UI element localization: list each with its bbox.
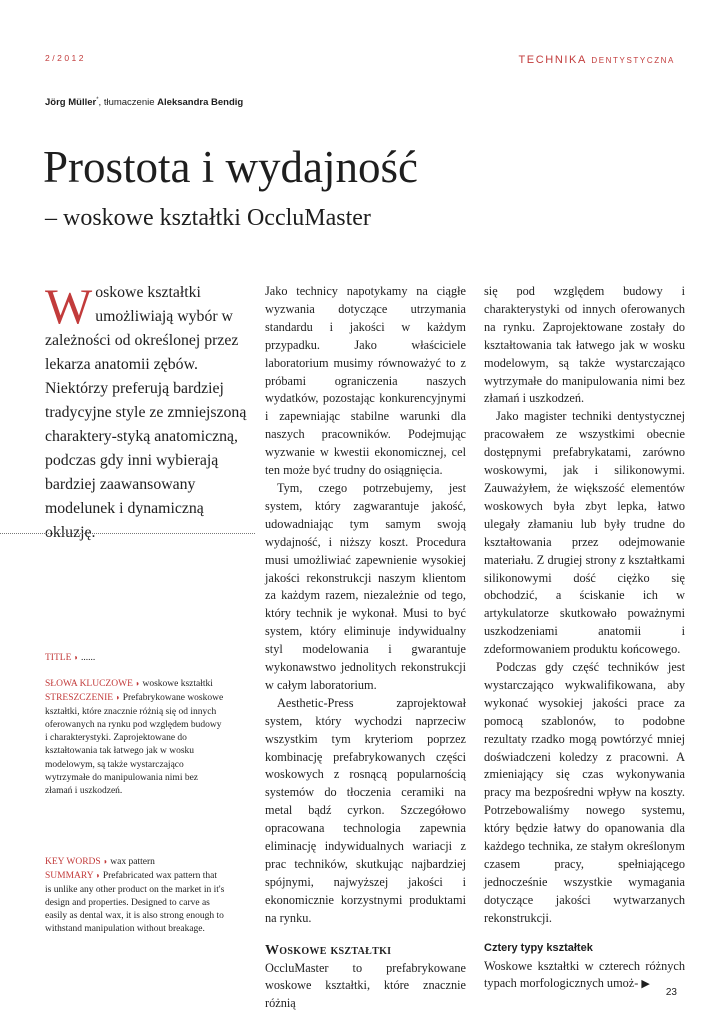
keywords-en-label: KEY WORDS [45, 857, 101, 867]
issue-number: 2/2012 [45, 53, 86, 63]
paragraph: Jako magister techniki dentystycznej pracowałem ze wszystkimi obecnie dostępnymi prefabrykatami, zarówno woskowymi, jak i silikonowymi. Zauważyłem, że większość elementów woskowych była zbyt lepka, łatwo ulegały złamaniu lub były trudne do kształtowania przez odejmowanie materiału. Z drugiej strony z kształtkami silikonowymi dość ciężko się obchodzić, a ściskanie ich w artykulatorze skutkowało poważnymi uszkodzeniami anatomii i zdeformowaniem produktu końcowego. [484, 409, 685, 657]
title-value: ...... [80, 653, 96, 663]
meta-polish [45, 677, 225, 799]
keywords-pl-label: SŁOWA KLUCZOWE [45, 679, 133, 689]
triangle-icon: ◗ [135, 679, 141, 688]
continue-arrow-icon: ▶ [641, 978, 650, 991]
keywords-pl: woskowe kształtki [142, 679, 213, 689]
summary-pl: Prefabrykowane woskowe kształtki, które znacznie różnią się od innych oferowanych na rynku pod względem budowy i charakterystyki. Zaprojektowane do kształtowania tak łatwego jak w wosku modelowym, są także wystarczająco wytrzymałe do manipulowania nimi bez złamań i uszkodzeń. [45, 693, 224, 797]
section-main: TECHNIKA [518, 54, 587, 66]
translation-label: , tłumaczenie [98, 97, 158, 109]
author-name: Jörg Müller [45, 97, 97, 109]
section-sub: DENTYSTYCZNA [591, 56, 675, 65]
triangle-icon: ◗ [73, 653, 79, 662]
meta-title [45, 651, 225, 665]
title-label: TITLE [45, 653, 72, 663]
triangle-icon: ◗ [115, 693, 121, 703]
summary-en-label: SUMMARY [45, 871, 94, 882]
paragraph-last [484, 958, 685, 995]
paragraph: Tym, czego potrzebujemy, jest system, który zagwarantuje jakość, udowadniając tym samym swoją wydajność, i niższy koszt. Procedura musi umożliwiać zapewnienie wysokiej jakości rekonstrukcji naszym klientom za każdym razem, niezależnie od tego, który technik je wykonał. Musi to być system, który eliminuje indywidualny styl modelowania i gwarantuje wykonawstwo jednolitych rekonstrukcji w całym laboratorium. [265, 480, 466, 692]
paragraph: Jako technicy napotykamy na ciągłe wyzwania dotyczące utrzymania standardu i jakości w każdym przypadku. Jako właściciele laboratorium musimy równoważyć to z próbami ograniczenia naszych wydatków, pozostając konkurencyjnymi i zapewniając stabilne warunki dla naszych pracowników. Podejmując wyzwanie w kwestii ekonomicznej, cel ten może być trudny do osiągnięcia. [265, 284, 466, 478]
article-title: Prostota i wydajność [43, 142, 418, 192]
paragraph: Podczas gdy część techników jest wystarczająco wykwalifikowana, aby wykonać wysokiej jakości prace za pomocą szablonów, to podobne rezultaty rzadko mogą powtórzyć mniej doświadczeni koledzy z pracowni. A zmieniający się czas wykonywania pracy ma bezpośredni wpływ na koszty. Potrzebowaliśmy nowego systemu, który będzie łatwy do opanowania dla każdego technika, ze stałym określonym czasem pracy, spełniającego jednocześnie wszystkie wymagania dotyczące jakości wytwarzanych rekonstrukcji. [484, 660, 685, 925]
body-column-2 [484, 283, 685, 994]
byline [45, 97, 243, 108]
paragraph: Aesthetic-Press zaprojektował system, który wychodzi naprzeciw wszystkim tym kryteriom poprzez kombinację prefabrykowanych części woskowych z rosnącą popularnością systemów do tłoczenia ceramiki na metal bądź cyrkon. Szczegółowo opracowana technologia zapewnia eliminację indywidualnych wariacji z prac techników, skutkując najbardziej spójnymi, najwyższej jakości i ekonomicznie korzystnymi produktami na rynku. [265, 695, 466, 925]
page-number: 23 [665, 987, 677, 998]
dotted-divider [0, 533, 255, 534]
section-header [518, 50, 675, 68]
drop-cap: W [45, 278, 93, 334]
triangle-icon: ◗ [103, 857, 108, 866]
section-heading: Woskowe kształtki [265, 942, 392, 958]
paragraph: się pod względem budowy i charakterystyki od innych oferowanych na rynku. Zaprojektowane zostały do kształtowania tak łatwego jak w wosku modelowym, są także wystarczająco wytrzymałe do manipulowania nimi bez złamań i uszkodzeń. [484, 284, 685, 406]
triangle-icon: ◗ [95, 871, 101, 881]
translator-name: Aleksandra Bendig [157, 97, 244, 109]
paragraph: OccluMaster to prefabrykowane woskowe kształtki, które znacznie różnią [265, 960, 466, 1011]
paragraph-text: Woskowe kształtki w czterech różnych typach morfologicznych umoż- [484, 958, 685, 991]
article-subtitle: – woskowe kształtki OccluMaster [45, 205, 371, 231]
lead-text: oskowe kształtki umożliwiają wybór w zależności od określonej przez lekarza anatomii zębów. Niektórzy preferują bardziej tradycyjne style ze zmniejszoną charaktery-styką anatomiczną, podczas gdy inni wybierają bardziej zaawansowany modelunek i dynamiczną okluzję. [45, 284, 247, 541]
author-mark: * [96, 97, 99, 103]
summary-pl-label: STRESZCZENIE [45, 693, 114, 704]
keywords-en: wax pattern [110, 857, 155, 867]
lead-paragraph [45, 278, 255, 545]
summary-en: Prefabricated wax pattern that is unlike any other product on the market in it's design and properties. Designed to carve as easily as dental wax, it is also strong enough to withstand manipulation without breakage. [45, 871, 225, 935]
subsection-heading: Cztery typy kształtek [484, 941, 593, 954]
meta-english [45, 855, 225, 937]
body-column-1 [265, 283, 466, 1013]
